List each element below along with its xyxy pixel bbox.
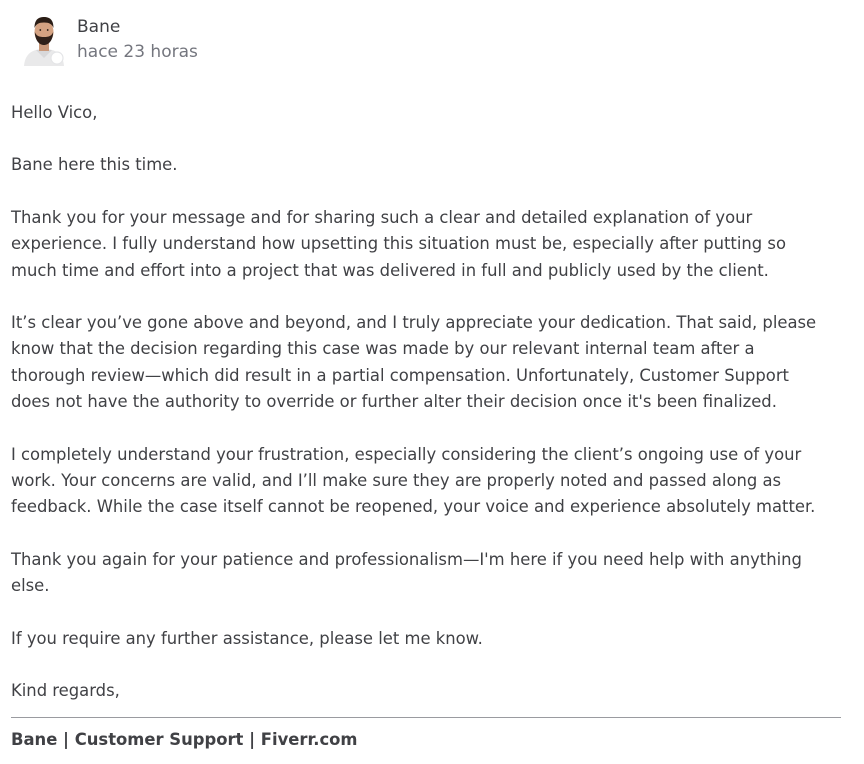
message-paragraph: I completely understand your frustration, especially considering the client’s ongoing use of your work. Your concerns are valid, and I’ll make sure they are properly noted and passed along as feedback. While the case itself cannot be reopened, your voice and experience absolutely matter.	[11, 444, 816, 517]
signature-divider	[11, 717, 841, 718]
message-paragraph: Kind regards,	[11, 681, 120, 701]
user-avatar-icon	[22, 14, 66, 66]
message-header	[22, 14, 198, 70]
message-paragraph: It’s clear you’ve gone above and beyond, and I truly appreciate your dedication. That said, please know that the decision regarding this case was made by our relevant internal team after a thorough review—which did result in a partial compensation. Unfortunately, Customer Support does not have the authority to override or further alter their decision once it's been finalized.	[11, 313, 817, 412]
message-body	[11, 100, 851, 719]
message-paragraph: Hello Vico,	[11, 103, 98, 122]
message-paragraph: Bane here this time.	[11, 155, 178, 175]
sender-meta	[77, 14, 198, 65]
message-paragraph: Thank you again for your patience and professionalism—I'm here if you need help with anything else.	[11, 549, 802, 596]
message-timestamp: hace 23 horas	[77, 42, 198, 62]
sender-name[interactable]: Bane	[77, 17, 121, 37]
message-paragraph: If you require any further assistance, please let me know.	[11, 628, 483, 648]
message-paragraph: Thank you for your message and for sharing such a clear and detailed explanation of your experience. I fully understand how upsetting this situation must be, especially after putting so much time and effort into a project that was delivered in full and publicly used by the client.	[11, 207, 786, 280]
signature: Bane | Customer Support | Fiverr.com	[11, 730, 358, 749]
avatar[interactable]	[22, 14, 66, 66]
